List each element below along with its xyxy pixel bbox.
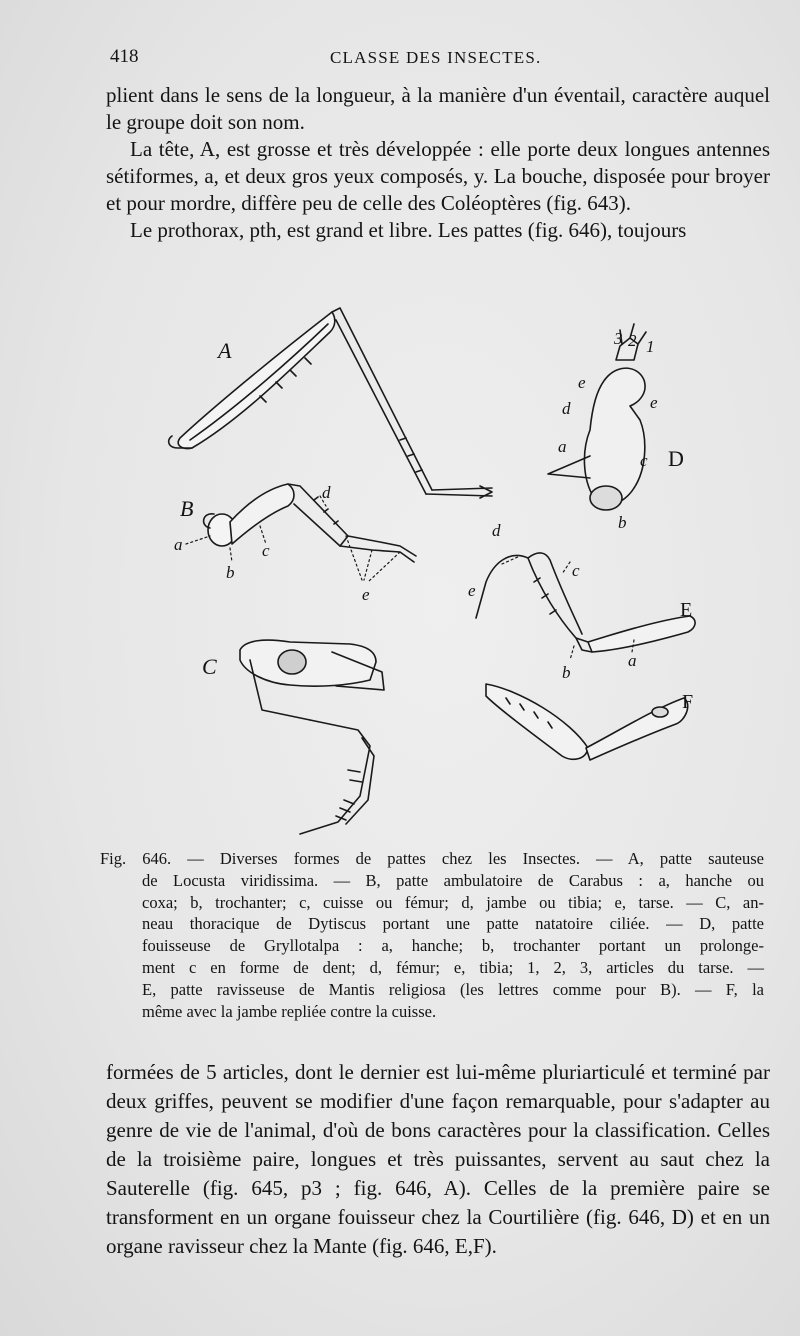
caption-line: Fig. 646. — Diverses formes de pattes chez les Insectes. — A, patte sauteuse	[100, 849, 764, 868]
page-number: 418	[110, 46, 139, 67]
caption-line: E, patte ravisseuse de Mantis religiosa (les lettres comme pour B). — F, la	[142, 979, 764, 999]
paragraph: formées de 5 articles, dont le dernier est lui-même pluriarticulé et terminé par deux griffes, peuvent se modifier d'une façon remarquable, pour s'adapter au genre de vie de l'animal, d'où de bons caractères pour la classification. Celles de la troisième paire, longues et très puissantes, servent au saut chez la Sauterelle (fig. 645, p3 ; fig. 646, A). Celles de la première paire se transforment en un organe fouisseur chez la Courtilière (fig. 646, D) et en un organe ravisseur chez la Mante (fig. 646, E,F).	[106, 1060, 770, 1258]
label-d-c: c	[640, 451, 648, 470]
caption-line: fouisseuse de Gryllotalpa : a, hanche; b, trochanter portant un prolonge-	[142, 936, 764, 956]
leg-f-illustration	[486, 684, 688, 760]
leg-a-illustration	[169, 308, 492, 498]
caption-line: même avec la jambe repliée contre la cuisse.	[142, 1001, 437, 1021]
figure-caption	[100, 848, 764, 1022]
label-B: B	[180, 496, 194, 521]
label-E: E	[680, 599, 693, 621]
label-e-a: a	[628, 651, 637, 670]
paragraph: plient dans le sens de la longueur, à la manière d'un éventail, caractère auquel le groupe doit son nom.	[106, 83, 770, 134]
label-C: C	[202, 654, 217, 679]
label-b-a: a	[174, 535, 183, 554]
label-F: F	[682, 691, 694, 713]
label-D: D	[668, 446, 684, 471]
figure-646-insect-legs	[100, 300, 780, 845]
label-d-b: b	[618, 513, 627, 532]
label-e-d: d	[492, 521, 501, 540]
caption-line: ment c en forme de dent; d, fémur; e, tibia; 1, 2, 3, articles du tarse. —	[142, 957, 764, 977]
label-e-c: c	[572, 561, 580, 580]
label-d-d: d	[562, 399, 571, 418]
running-head	[110, 46, 770, 76]
leg-illustrations	[100, 300, 780, 845]
caption-line: coxa; b, trochanter; c, cuisse ou fémur; d, jambe ou tibia; e, tarse. — C, an-	[142, 892, 764, 912]
label-b-b: b	[226, 563, 235, 582]
label-d-1: 1	[646, 337, 655, 356]
label-d-a: a	[558, 437, 567, 456]
caption-line: de Locusta viridissima. — B, patte ambulatoire de Carabus : a, hanche ou	[142, 870, 764, 890]
leg-c-illustration	[240, 640, 384, 834]
label-b-d: d	[322, 483, 331, 502]
label-d-e2: e	[650, 393, 658, 412]
leg-b-illustration	[204, 484, 416, 562]
label-e-e: e	[468, 581, 476, 600]
paragraph: La tête, A, est grosse et très développée : elle porte deux longues antennes sétiformes, a, et deux gros yeux composés, y. La bouche, disposée pour broyer et pour mordre, diffère peu de celle des Coléoptères (fig. 643).	[106, 137, 770, 215]
label-b-e: e	[362, 585, 370, 604]
body-text-top	[106, 82, 770, 244]
label-d-2: 2	[628, 331, 637, 350]
caption-line: neau thoracique de Dytiscus portant une patte natatoire ciliée. — D, patte	[142, 914, 764, 934]
label-b-c: c	[262, 541, 270, 560]
body-text-bottom	[106, 1058, 770, 1261]
label-A: A	[218, 338, 232, 363]
label-d-e1: e	[578, 373, 586, 392]
running-title: CLASSE DES INSECTES.	[330, 48, 542, 67]
label-d-3: 3	[614, 329, 623, 348]
leg-e-illustration	[476, 553, 695, 652]
paragraph: Le prothorax, pth, est grand et libre. Les pattes (fig. 646), toujours	[130, 218, 687, 242]
label-e-b: b	[562, 663, 571, 682]
